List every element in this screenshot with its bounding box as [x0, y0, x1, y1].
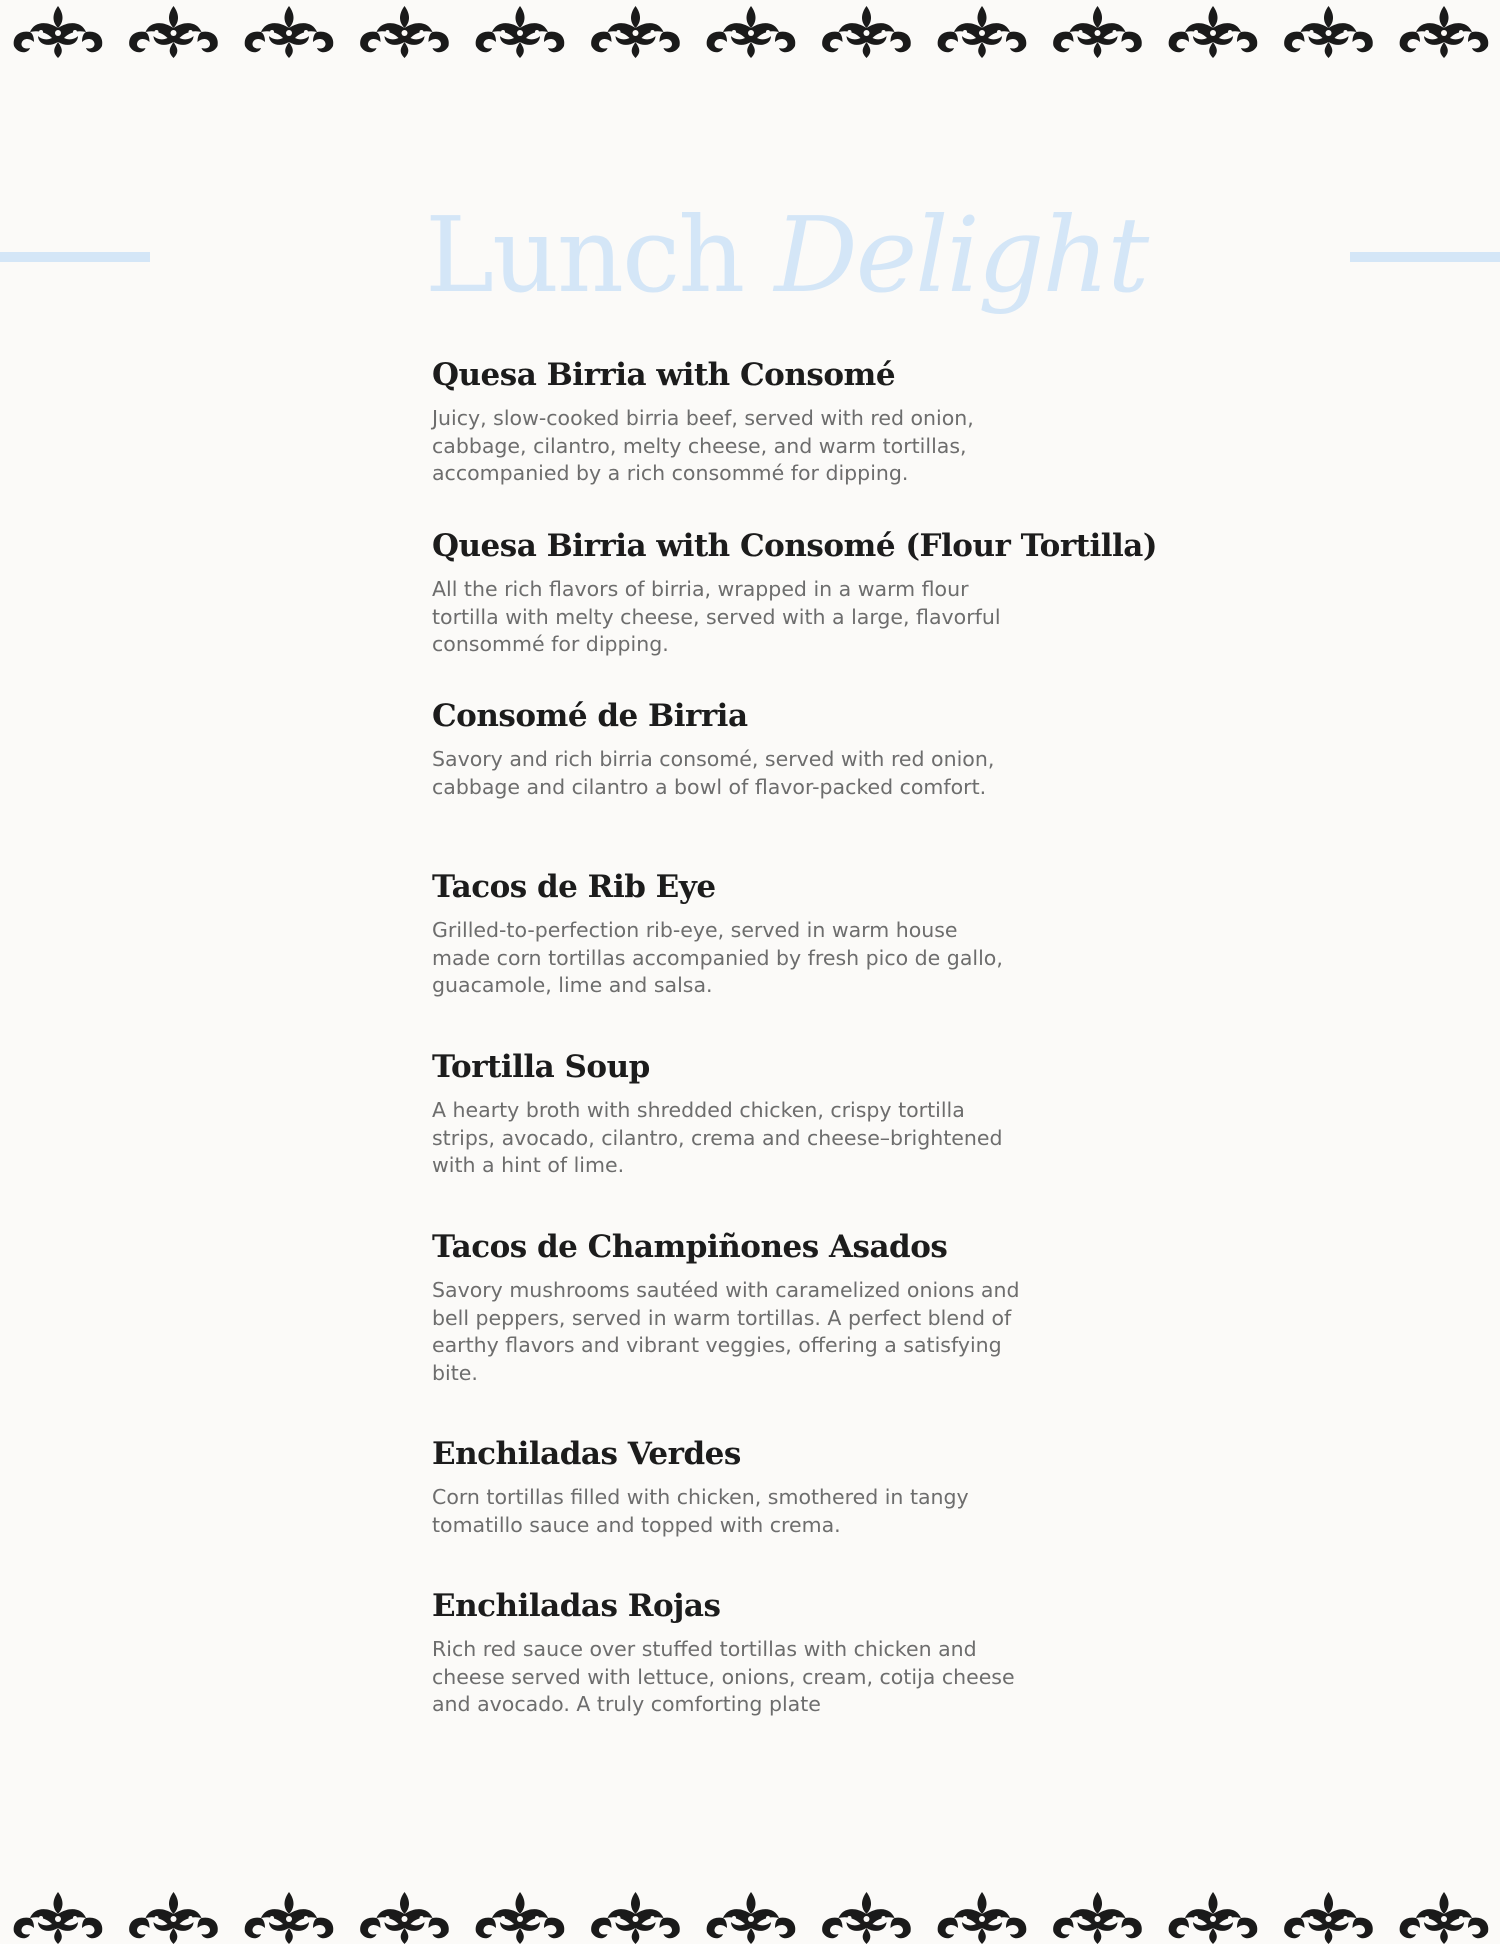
menu-item	[432, 1434, 1072, 1586]
damask-pattern-top	[0, 0, 1500, 58]
damask-ornament-icon	[129, 6, 218, 58]
damask-ornament-icon	[14, 6, 103, 58]
damask-ornament-icon	[1400, 6, 1489, 58]
menu-item-description: Rich red sauce over stuffed tortillas with chicken and cheese served with lettuce, onions, cream, cotija cheese and avocado. A truly comforting plate	[432, 1637, 1015, 1716]
damask-ornament-icon	[707, 6, 796, 58]
menu-item-description: Savory and rich birria consomé, served with red onion, cabbage and cilantro a bowl of flavor-packed comfort.	[432, 747, 995, 799]
damask-ornament-icon	[476, 6, 565, 58]
damask-ornament-icon	[1053, 6, 1142, 58]
menu-item-description: Juicy, slow-cooked birria beef, served with red onion, cabbage, cilantro, melty cheese, and warm tortillas, accompanied by a rich consommé for dipping.	[432, 406, 974, 485]
damask-pattern-bottom	[0, 1886, 1500, 1944]
damask-ornament-icon	[591, 6, 680, 58]
title-rule-right	[1350, 252, 1500, 262]
menu-item-description: Grilled-to-perfection rib-eye, served in warm house made corn tortillas accompanied by fresh pico de gallo, guacamole, lime and salsa.	[432, 918, 1003, 997]
menu-item	[432, 1586, 1072, 1746]
damask-ornament-icon	[129, 1892, 218, 1944]
menu-item-name: Consomé de Birria	[432, 698, 748, 734]
menu-item	[432, 1227, 1072, 1434]
menu-item-list	[432, 355, 1158, 1746]
damask-ornament-icon	[1169, 1892, 1258, 1944]
title-rule-left	[0, 252, 150, 262]
damask-ornament-icon	[1169, 6, 1258, 58]
damask-ornament-icon	[591, 1892, 680, 1944]
title-main: Lunch	[425, 194, 744, 316]
menu-item	[432, 696, 1072, 867]
menu-item	[432, 867, 1072, 1047]
damask-ornament-icon	[822, 6, 911, 58]
damask-ornament-icon	[360, 6, 449, 58]
menu-item-name: Quesa Birria with Consomé	[432, 357, 896, 393]
damask-ornament-icon	[1284, 6, 1373, 58]
menu-item	[432, 1047, 1072, 1227]
menu-header	[0, 190, 1500, 320]
damask-ornament-icon	[476, 1892, 565, 1944]
menu-item-name: Tacos de Rib Eye	[432, 869, 716, 905]
bottom-ornament-border	[0, 1886, 1500, 1944]
menu-item-name: Tacos de Champiñones Asados	[432, 1229, 948, 1265]
menu-item-description: All the rich flavors of birria, wrapped in a warm flour tortilla with melty cheese, served with a large, flavorful consommé for dipping.	[432, 577, 1001, 656]
menu-item-description: Corn tortillas filled with chicken, smothered in tangy tomatillo sauce and topped with crema.	[432, 1485, 969, 1537]
menu-item-description: A hearty broth with shredded chicken, crispy tortilla strips, avocado, cilantro, crema and cheese–brightened with a hint of lime.	[432, 1098, 1003, 1177]
top-ornament-border	[0, 0, 1500, 58]
damask-ornament-icon	[245, 6, 334, 58]
damask-ornament-icon	[938, 1892, 1027, 1944]
damask-ornament-icon	[1400, 1892, 1489, 1944]
menu-title	[425, 190, 1147, 320]
menu-item-name: Enchiladas Verdes	[432, 1436, 741, 1472]
menu-item	[432, 526, 1158, 696]
damask-ornament-icon	[1053, 1892, 1142, 1944]
menu-item	[432, 355, 1072, 526]
damask-ornament-icon	[14, 1892, 103, 1944]
title-accent: Delight	[774, 194, 1148, 316]
menu-item-name: Enchiladas Rojas	[432, 1588, 721, 1624]
damask-ornament-icon	[1284, 1892, 1373, 1944]
menu-item-name: Quesa Birria with Consomé (Flour Tortilla)	[432, 528, 1158, 564]
damask-ornament-icon	[360, 1892, 449, 1944]
damask-ornament-icon	[938, 6, 1027, 58]
damask-ornament-icon	[707, 1892, 796, 1944]
damask-ornament-icon	[245, 1892, 334, 1944]
menu-item-name: Tortilla Soup	[432, 1049, 650, 1085]
damask-ornament-icon	[822, 1892, 911, 1944]
menu-item-description: Savory mushrooms sautéed with caramelized onions and bell peppers, served in warm tortillas. A perfect blend of earthy flavors and vibrant veggies, offering a satisfying bite.	[432, 1278, 1020, 1385]
